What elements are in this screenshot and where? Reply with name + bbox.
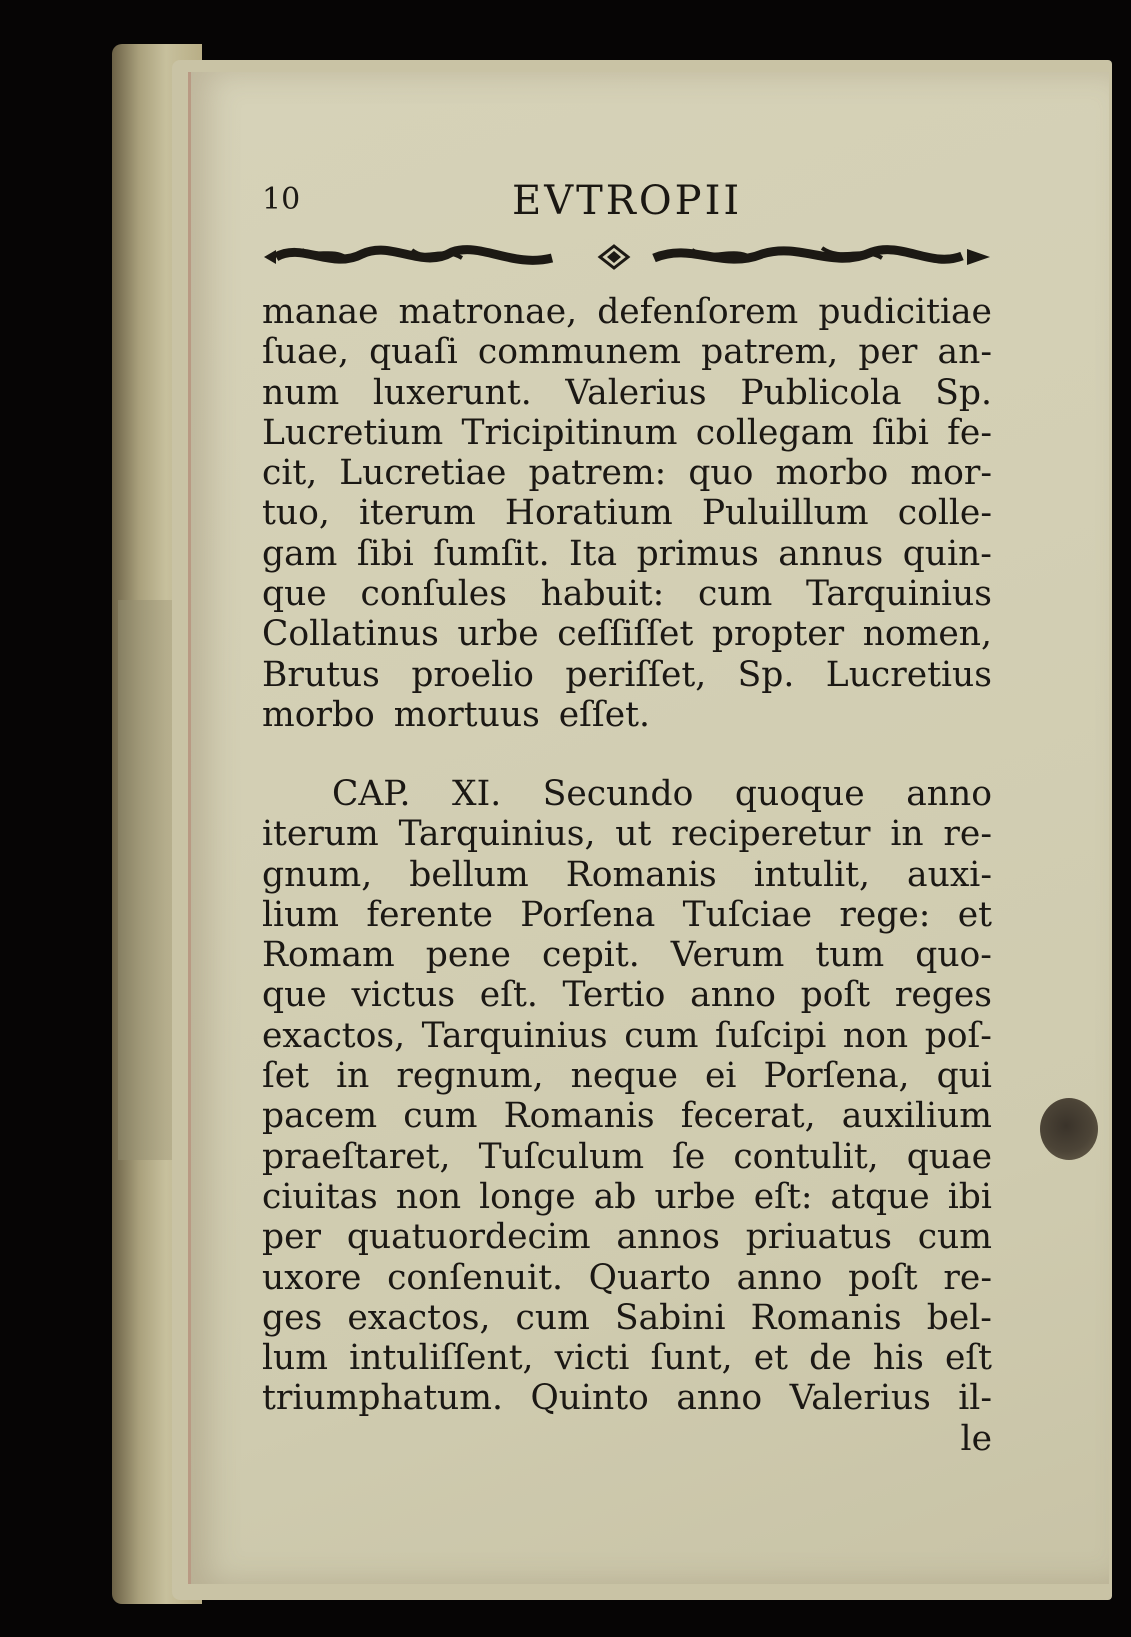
word: exactos, — [347, 1297, 491, 1338]
ink-stain — [1040, 1098, 1098, 1160]
word: contulit, — [733, 1136, 879, 1177]
word: ſet — [262, 1056, 310, 1097]
text-line — [262, 1338, 992, 1378]
word: habuit: — [540, 574, 665, 615]
word: cum — [624, 1015, 699, 1056]
word: gam — [262, 533, 338, 574]
word: quo- — [915, 935, 992, 976]
word: cepit. — [541, 935, 640, 976]
word: Tarquinius — [806, 574, 992, 615]
text-line — [262, 1298, 992, 1338]
paragraph-2 — [262, 774, 992, 1459]
word: auxilium — [841, 1096, 992, 1137]
word: Brutus — [262, 654, 380, 695]
word: Horatium — [504, 493, 673, 534]
word: que — [262, 975, 327, 1016]
word: anno — [676, 1378, 763, 1419]
word: Lucretiae — [339, 453, 507, 494]
word: il- — [958, 1378, 992, 1419]
text-line — [262, 453, 992, 493]
word: Porſena, — [763, 1056, 910, 1097]
text-line — [262, 493, 992, 533]
text-line — [262, 292, 992, 332]
word: iterum — [262, 814, 379, 855]
word: annos — [616, 1217, 720, 1258]
word: re- — [943, 1257, 992, 1298]
word: Valerius — [789, 1378, 931, 1419]
word: et — [753, 1338, 789, 1379]
text-line — [262, 1177, 992, 1217]
word: atque — [830, 1176, 930, 1217]
word: ut — [615, 814, 652, 855]
word: uxore — [262, 1257, 362, 1298]
word: victi — [554, 1338, 630, 1379]
word: Quinto — [530, 1378, 649, 1419]
word: Romanis — [503, 1096, 655, 1137]
binding-repair-patch — [118, 600, 178, 1160]
text-line — [262, 373, 992, 413]
word: fe- — [947, 412, 992, 453]
word: ferente — [366, 894, 493, 935]
word: Verum — [670, 935, 785, 976]
catchword: le — [960, 1418, 992, 1459]
paragraph-1 — [262, 292, 992, 735]
word: ges — [262, 1297, 323, 1338]
word: anno — [736, 1257, 823, 1298]
word: pacem — [262, 1096, 378, 1137]
text-line — [262, 895, 992, 935]
word: victus — [351, 975, 456, 1016]
word: quae — [906, 1136, 992, 1177]
word: exactos, — [262, 1015, 406, 1056]
text-line — [262, 1378, 992, 1418]
word: Publicola — [740, 372, 902, 413]
word: cum — [403, 1096, 478, 1137]
word: Romanis — [750, 1297, 902, 1338]
word: eſt — [944, 1338, 992, 1379]
chapter-heading-line — [262, 774, 992, 814]
word: Collatinus — [262, 614, 439, 655]
word: non — [395, 1176, 462, 1217]
word: auxi- — [907, 854, 992, 895]
word: qui — [936, 1056, 992, 1097]
word: Tarquinius, — [398, 814, 596, 855]
word: poſ- — [924, 1015, 992, 1056]
page-header — [262, 178, 992, 228]
word: Ita — [569, 533, 618, 574]
word: quo — [688, 453, 754, 494]
text-line — [262, 814, 992, 854]
word: luxerunt. — [372, 372, 532, 413]
word: lium — [262, 894, 340, 935]
text-line: morbo mortuus eſſet. — [262, 694, 650, 735]
word: ſumſit. — [433, 533, 550, 574]
word: neque — [570, 1056, 678, 1097]
word: Quarto — [588, 1257, 711, 1298]
word: Porſena — [520, 894, 656, 935]
word: conſules — [360, 574, 507, 615]
text-line — [262, 1096, 992, 1136]
word: Sp. — [737, 654, 795, 695]
text-line — [262, 1016, 992, 1056]
word: CAP. — [332, 774, 411, 814]
word: Sabini — [614, 1297, 726, 1338]
word: ab — [593, 1176, 637, 1217]
word: in — [890, 814, 924, 855]
word: iterum — [359, 493, 476, 534]
text-line — [262, 935, 992, 975]
word: et — [957, 894, 992, 935]
word: que — [262, 574, 327, 615]
word: lum — [262, 1338, 328, 1379]
word: defenſorem — [597, 292, 799, 332]
word: in — [336, 1056, 370, 1097]
word: tuo, — [262, 493, 330, 534]
text-line — [262, 1258, 992, 1298]
word: ei — [705, 1056, 737, 1097]
word: ſibi — [356, 533, 414, 574]
word: priuatus — [745, 1217, 892, 1258]
word: proelio — [411, 654, 534, 695]
word: quin- — [902, 533, 992, 574]
word: quaſi — [369, 332, 458, 373]
word: ibi — [947, 1176, 992, 1217]
word: mor- — [910, 453, 992, 494]
word: eſt. — [479, 975, 538, 1016]
word: Romanis — [565, 854, 717, 895]
word: num — [262, 372, 340, 413]
word: rege: — [839, 894, 931, 935]
word: triumphatum. — [262, 1378, 503, 1419]
word: Romam — [262, 935, 395, 976]
word: patrem, — [701, 332, 839, 373]
word: intuliſſent, — [349, 1338, 534, 1379]
word: ceſſiſſet — [557, 614, 694, 655]
word: patrem: — [528, 453, 667, 494]
word: praeſtaret, — [262, 1136, 451, 1177]
word: anno — [906, 774, 992, 814]
word: Tuſculum — [478, 1136, 645, 1177]
word: quoque — [734, 774, 865, 814]
word: conſenuit. — [387, 1257, 563, 1298]
word: ſe — [672, 1136, 706, 1177]
word: per — [262, 1217, 321, 1258]
text-line — [262, 574, 992, 614]
word: re- — [943, 814, 992, 855]
word: eſt: — [753, 1176, 813, 1217]
word: urbe — [654, 1176, 736, 1217]
word: colle- — [897, 493, 992, 534]
word: bellum — [409, 854, 529, 895]
word: non — [842, 1015, 909, 1056]
text-line — [262, 413, 992, 453]
word: fecerat, — [680, 1096, 816, 1137]
word: tum — [815, 935, 885, 976]
text-line — [262, 1137, 992, 1177]
word: pudicitiae — [818, 292, 992, 332]
word: poſt — [800, 975, 871, 1016]
running-title: EVTROPII — [512, 178, 743, 224]
word: Tuſciae — [682, 894, 813, 935]
text-line — [262, 1056, 992, 1096]
word: longe — [479, 1176, 576, 1217]
word: cum — [917, 1217, 992, 1258]
word: urbe — [457, 614, 539, 655]
word: Puluillum — [701, 493, 869, 534]
word: anno — [690, 975, 776, 1016]
text-line — [262, 655, 992, 695]
word: bel- — [926, 1297, 992, 1338]
text-line — [262, 1217, 992, 1257]
word: annus — [778, 533, 884, 574]
word: cit, — [262, 453, 318, 494]
word: propter — [711, 614, 845, 655]
text-line — [262, 855, 992, 895]
word: de — [809, 1338, 852, 1379]
word: matronae, — [398, 292, 578, 332]
text-line — [262, 332, 992, 372]
text-line — [262, 534, 992, 574]
word: ſuſcipi — [715, 1015, 827, 1056]
page-number: 10 — [262, 182, 301, 217]
text-line — [262, 975, 992, 1015]
word: communem — [477, 332, 682, 373]
word: Tertio — [562, 975, 666, 1016]
word: an- — [937, 332, 992, 373]
word: gnum, — [262, 854, 373, 895]
word: nomen, — [862, 614, 992, 655]
word: Tricipitinum — [461, 412, 678, 453]
word: Lucretius — [825, 654, 992, 695]
word: Sp. — [935, 372, 992, 413]
word: primus — [636, 533, 759, 574]
word: Secundo — [542, 774, 694, 814]
word: regnum, — [396, 1056, 544, 1097]
word: reges — [894, 975, 992, 1016]
word: pene — [425, 935, 511, 976]
text-line — [262, 614, 992, 654]
word: quatuordecim — [346, 1217, 591, 1258]
word: Valerius — [565, 372, 707, 413]
word: manae — [262, 292, 379, 332]
word: morbo — [775, 453, 889, 494]
ornament-divider-icon — [262, 240, 992, 274]
word: per — [858, 332, 918, 373]
word: ſuae, — [262, 332, 349, 373]
word: cum — [698, 574, 773, 615]
word: Lucretium — [262, 412, 444, 453]
word: intulit, — [753, 854, 871, 895]
word: collegam — [695, 412, 854, 453]
word: reciperetur — [671, 814, 871, 855]
word: poſt — [848, 1257, 918, 1298]
word: XI. — [452, 774, 502, 814]
word: ciuitas — [262, 1176, 378, 1217]
word: his — [872, 1338, 924, 1379]
word: cum — [515, 1297, 590, 1338]
word: ſibi — [871, 412, 929, 453]
word: ſunt, — [650, 1338, 733, 1379]
word: Tarquinius — [421, 1015, 608, 1056]
word: periſſet, — [565, 654, 707, 695]
